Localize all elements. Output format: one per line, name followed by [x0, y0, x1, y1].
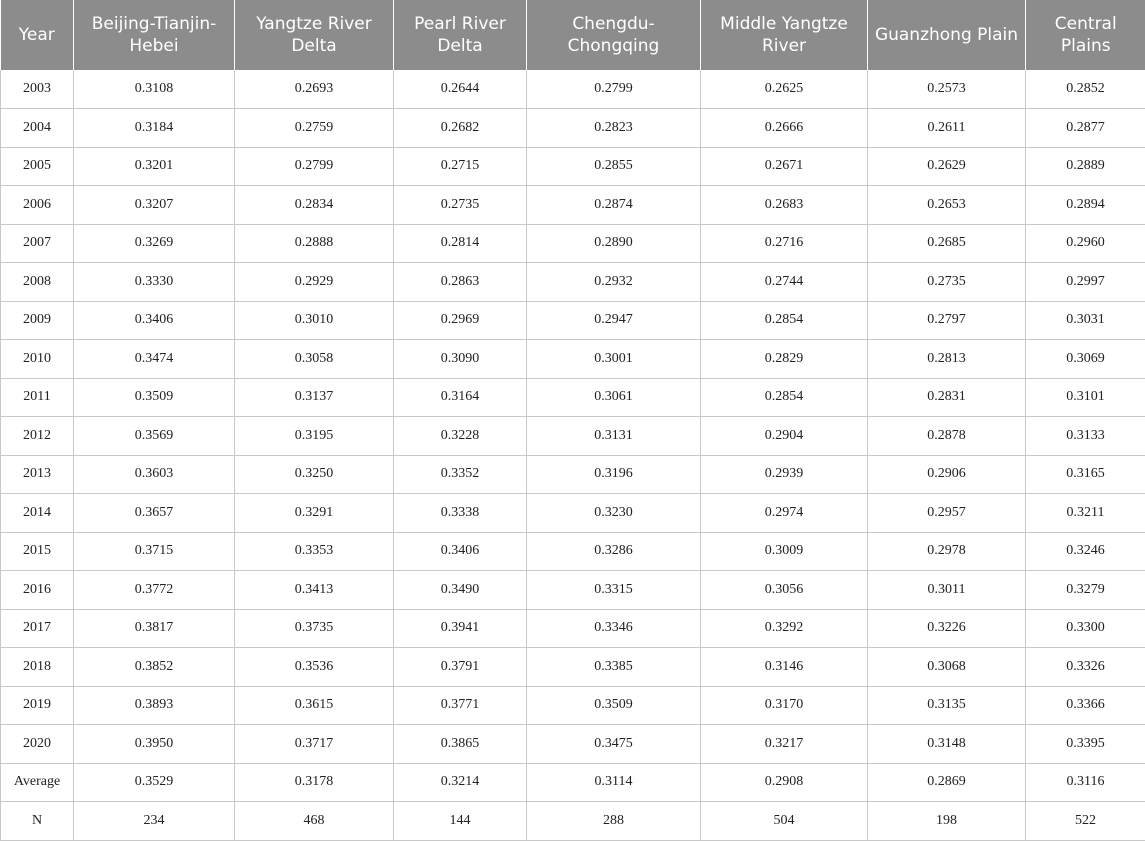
table-cell: 0.3326 — [1026, 648, 1145, 687]
table-cell: 0.2929 — [235, 263, 394, 302]
table-row — [1, 186, 1145, 225]
table-cell: 0.3406 — [394, 532, 527, 571]
table-cell: 0.3226 — [868, 609, 1026, 648]
table-cell: 0.3509 — [74, 378, 235, 417]
table-cell: 0.2744 — [701, 263, 868, 302]
table-cell: 0.3865 — [394, 725, 527, 764]
table-cell: 0.2869 — [868, 763, 1026, 802]
row-label-cell: 2018 — [1, 648, 74, 687]
table-cell: 0.3366 — [1026, 686, 1145, 725]
table-cell: 0.2997 — [1026, 263, 1145, 302]
table-cell: 0.3230 — [527, 494, 701, 533]
table-cell: 0.3791 — [394, 648, 527, 687]
row-label-cell: 2009 — [1, 301, 74, 340]
table-cell: 0.2906 — [868, 455, 1026, 494]
table-row — [1, 70, 1145, 109]
row-label-cell: 2013 — [1, 455, 74, 494]
column-header: Year — [1, 0, 74, 70]
table-cell: 0.2890 — [527, 224, 701, 263]
column-header: Central Plains — [1026, 0, 1145, 70]
table-cell: 0.3184 — [74, 109, 235, 148]
table-row — [1, 224, 1145, 263]
table-row — [1, 571, 1145, 610]
table-cell: 0.2978 — [868, 532, 1026, 571]
row-label-cell: 2011 — [1, 378, 74, 417]
table-cell: 0.3536 — [235, 648, 394, 687]
table-cell: 0.3214 — [394, 763, 527, 802]
table-cell: 0.3116 — [1026, 763, 1145, 802]
table-cell: 0.2877 — [1026, 109, 1145, 148]
table-cell: 0.2932 — [527, 263, 701, 302]
row-label-cell: N — [1, 802, 74, 841]
table-cell: 0.2863 — [394, 263, 527, 302]
table-cell: 0.3114 — [527, 763, 701, 802]
table-cell: 0.3353 — [235, 532, 394, 571]
table-cell: 234 — [74, 802, 235, 841]
table-row — [1, 725, 1145, 764]
table-cell: 0.3207 — [74, 186, 235, 225]
column-header: Pearl River Delta — [394, 0, 527, 70]
table-cell: 0.2874 — [527, 186, 701, 225]
table-cell: 0.3771 — [394, 686, 527, 725]
table-cell: 0.3509 — [527, 686, 701, 725]
table-cell: 0.3068 — [868, 648, 1026, 687]
table-cell: 0.3717 — [235, 725, 394, 764]
table-cell: 0.3031 — [1026, 301, 1145, 340]
table-cell: 0.3346 — [527, 609, 701, 648]
table-cell: 0.2685 — [868, 224, 1026, 263]
table-cell: 0.3603 — [74, 455, 235, 494]
table-cell: 0.3279 — [1026, 571, 1145, 610]
table-cell: 0.3170 — [701, 686, 868, 725]
table-cell: 0.2814 — [394, 224, 527, 263]
table-body — [1, 70, 1145, 840]
table-cell: 0.3893 — [74, 686, 235, 725]
table-cell: 0.3300 — [1026, 609, 1145, 648]
table-cell: 0.2855 — [527, 147, 701, 186]
table-cell: 0.3201 — [74, 147, 235, 186]
table-row — [1, 301, 1145, 340]
table-cell: 0.3195 — [235, 417, 394, 456]
column-header: Chengdu-Chongqing — [527, 0, 701, 70]
table-cell: 0.2716 — [701, 224, 868, 263]
table-cell: 522 — [1026, 802, 1145, 841]
table-cell: 198 — [868, 802, 1026, 841]
table-cell: 0.2735 — [394, 186, 527, 225]
table-cell: 0.3131 — [527, 417, 701, 456]
table-cell: 468 — [235, 802, 394, 841]
table-cell: 0.3772 — [74, 571, 235, 610]
table-row — [1, 532, 1145, 571]
table-cell: 0.2974 — [701, 494, 868, 533]
table-cell: 0.2854 — [701, 378, 868, 417]
table-cell: 0.2894 — [1026, 186, 1145, 225]
column-header: Yangtze River Delta — [235, 0, 394, 70]
table-cell: 0.3011 — [868, 571, 1026, 610]
table-cell: 0.3395 — [1026, 725, 1145, 764]
table-cell: 0.3569 — [74, 417, 235, 456]
table-cell: 0.3165 — [1026, 455, 1145, 494]
row-label-cell: 2010 — [1, 340, 74, 379]
row-label-cell: 2004 — [1, 109, 74, 148]
table-cell: 0.3101 — [1026, 378, 1145, 417]
row-label-cell: 2014 — [1, 494, 74, 533]
row-label-cell: 2012 — [1, 417, 74, 456]
table-row — [1, 263, 1145, 302]
table-cell: 504 — [701, 802, 868, 841]
column-header: Guanzhong Plain — [868, 0, 1026, 70]
table-cell: 0.3178 — [235, 763, 394, 802]
table-cell: 0.2813 — [868, 340, 1026, 379]
table-row — [1, 494, 1145, 533]
table-cell: 0.3292 — [701, 609, 868, 648]
table-cell: 0.2625 — [701, 70, 868, 109]
table-cell: 0.2799 — [235, 147, 394, 186]
table-cell: 0.3315 — [527, 571, 701, 610]
table-cell: 0.3715 — [74, 532, 235, 571]
table-cell: 0.2671 — [701, 147, 868, 186]
table-cell: 0.3950 — [74, 725, 235, 764]
table-cell: 0.3615 — [235, 686, 394, 725]
table-cell: 0.3413 — [235, 571, 394, 610]
table-cell: 0.3852 — [74, 648, 235, 687]
row-label-cell: 2003 — [1, 70, 74, 109]
table-cell: 0.2829 — [701, 340, 868, 379]
row-label-cell: 2016 — [1, 571, 74, 610]
table-cell: 0.3250 — [235, 455, 394, 494]
table-cell: 0.3286 — [527, 532, 701, 571]
table-cell: 0.3137 — [235, 378, 394, 417]
row-label-cell: 2008 — [1, 263, 74, 302]
table-cell: 0.3475 — [527, 725, 701, 764]
table-row — [1, 648, 1145, 687]
table-row — [1, 147, 1145, 186]
table-cell: 0.2735 — [868, 263, 1026, 302]
table-cell: 0.2957 — [868, 494, 1026, 533]
table-cell: 0.2831 — [868, 378, 1026, 417]
table-row — [1, 686, 1145, 725]
table-cell: 0.2683 — [701, 186, 868, 225]
table-row — [1, 417, 1145, 456]
row-label-cell: 2019 — [1, 686, 74, 725]
table-cell: 0.3196 — [527, 455, 701, 494]
table-cell: 0.3056 — [701, 571, 868, 610]
table-cell: 0.3228 — [394, 417, 527, 456]
table-row — [1, 378, 1145, 417]
column-header: Beijing-Tianjin-Hebei — [74, 0, 235, 70]
table-cell: 0.2693 — [235, 70, 394, 109]
row-label-cell: Average — [1, 763, 74, 802]
table-cell: 0.3941 — [394, 609, 527, 648]
table-cell: 0.2644 — [394, 70, 527, 109]
table-cell: 0.2653 — [868, 186, 1026, 225]
row-label-cell: 2017 — [1, 609, 74, 648]
table-cell: 0.3330 — [74, 263, 235, 302]
table-cell: 0.3352 — [394, 455, 527, 494]
table-cell: 0.3269 — [74, 224, 235, 263]
table-cell: 0.2904 — [701, 417, 868, 456]
row-label-cell: 2007 — [1, 224, 74, 263]
table-cell: 0.2960 — [1026, 224, 1145, 263]
table-cell: 0.3211 — [1026, 494, 1145, 533]
table-row — [1, 609, 1145, 648]
table-row — [1, 340, 1145, 379]
table-cell: 0.3246 — [1026, 532, 1145, 571]
table-cell: 0.3474 — [74, 340, 235, 379]
table-cell: 0.2797 — [868, 301, 1026, 340]
column-header: Middle Yangtze River — [701, 0, 868, 70]
table-cell: 288 — [527, 802, 701, 841]
table-cell: 0.2823 — [527, 109, 701, 148]
table-cell: 0.2947 — [527, 301, 701, 340]
table-cell: 0.3001 — [527, 340, 701, 379]
table-cell: 0.2799 — [527, 70, 701, 109]
table-cell: 0.2834 — [235, 186, 394, 225]
table-cell: 0.2888 — [235, 224, 394, 263]
table-cell: 0.3061 — [527, 378, 701, 417]
table-row — [1, 109, 1145, 148]
row-label-cell: 2006 — [1, 186, 74, 225]
table-header — [1, 0, 1145, 70]
table-cell: 0.3010 — [235, 301, 394, 340]
table-cell: 0.2666 — [701, 109, 868, 148]
table-cell: 0.2889 — [1026, 147, 1145, 186]
table-cell: 0.3135 — [868, 686, 1026, 725]
table-row — [1, 763, 1145, 802]
table-cell: 0.2878 — [868, 417, 1026, 456]
table-cell: 0.3148 — [868, 725, 1026, 764]
table-cell: 0.3108 — [74, 70, 235, 109]
table-cell: 0.3069 — [1026, 340, 1145, 379]
table-cell: 0.3490 — [394, 571, 527, 610]
row-label-cell: 2015 — [1, 532, 74, 571]
table-row — [1, 455, 1145, 494]
table-cell: 0.3817 — [74, 609, 235, 648]
table-cell: 0.2611 — [868, 109, 1026, 148]
table-cell: 0.2573 — [868, 70, 1026, 109]
table-cell: 0.3217 — [701, 725, 868, 764]
table-cell: 0.2715 — [394, 147, 527, 186]
table-cell: 144 — [394, 802, 527, 841]
table-cell: 0.2969 — [394, 301, 527, 340]
table-cell: 0.3385 — [527, 648, 701, 687]
table-cell: 0.3133 — [1026, 417, 1145, 456]
table-cell: 0.3146 — [701, 648, 868, 687]
table-cell: 0.3164 — [394, 378, 527, 417]
row-label-cell: 2020 — [1, 725, 74, 764]
table-cell: 0.3529 — [74, 763, 235, 802]
table-cell: 0.2939 — [701, 455, 868, 494]
table-cell: 0.3090 — [394, 340, 527, 379]
table-cell: 0.3009 — [701, 532, 868, 571]
table-cell: 0.2908 — [701, 763, 868, 802]
table-cell: 0.2759 — [235, 109, 394, 148]
table-row — [1, 802, 1145, 841]
table-cell: 0.3406 — [74, 301, 235, 340]
table-cell: 0.3735 — [235, 609, 394, 648]
table-cell: 0.3291 — [235, 494, 394, 533]
table-cell: 0.2682 — [394, 109, 527, 148]
table-cell: 0.2629 — [868, 147, 1026, 186]
table-cell: 0.3058 — [235, 340, 394, 379]
table-cell: 0.2852 — [1026, 70, 1145, 109]
table-cell: 0.3657 — [74, 494, 235, 533]
table-cell: 0.2854 — [701, 301, 868, 340]
table-cell: 0.3338 — [394, 494, 527, 533]
row-label-cell: 2005 — [1, 147, 74, 186]
header-row — [1, 0, 1145, 70]
